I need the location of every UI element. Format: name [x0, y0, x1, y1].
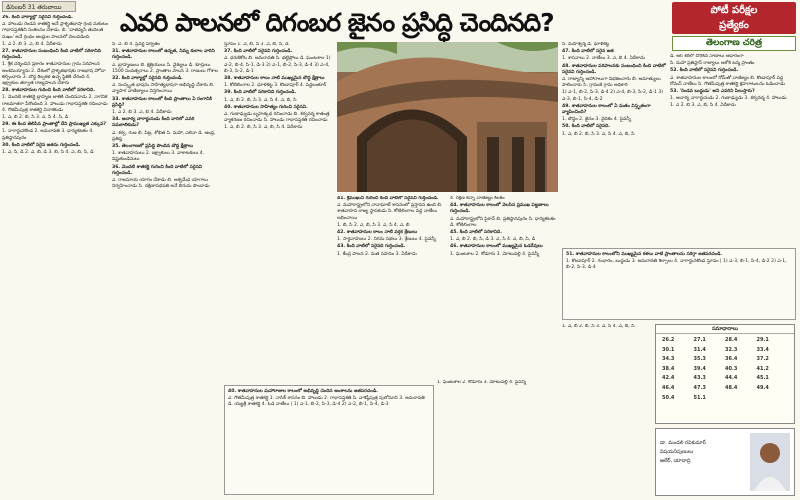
- question-text: 35. తెలంగాణలో ప్రసిద్ధి పొందిన బౌద్ధ క్షేత్రాలు: [112, 144, 194, 150]
- question-options: ఎ. శాతవాహనుల కాలంలో రోమ్‌తో వాణిజ్యం బి. కొండాపూర్ వద్ద రోమన్ నాణేలు సి. గౌతమీపుత్ర శాతకర్ణి క్షహరాటులను ఓడించాడు: [670, 75, 785, 87]
- question-text: 47. కింది వాటిలో సరైన జత: [562, 49, 614, 55]
- answer-cell: 36.4: [725, 356, 738, 363]
- answer-cell: 40.3: [725, 365, 738, 372]
- question-51-box: [562, 248, 796, 320]
- badge-line1: పోటీ పరీక్షల: [710, 5, 758, 16]
- answer-cell: 37.2: [756, 356, 769, 363]
- question-options: 1. శాతవాహనులు 2. ఇక్ష్వాకులు 3. వాకాటకులు 4. విష్ణుకుండినులు: [112, 151, 205, 163]
- question-text: 27. శాతవాహనుల సంబంధించి కింది వాటిలో సరికానిది గుర్తించండి.: [2, 49, 101, 61]
- answer-key-title: సమాధానాలు: [656, 325, 794, 334]
- answer-cell: 45.1: [756, 375, 769, 382]
- author-box: [655, 428, 795, 496]
- question-text: 53. 'రెండవ బుద్ధుడు' అని ఎవరిని పిలుస్తారు?: [670, 89, 755, 95]
- question-options: స్తూపం 1. ఎ, బి, సి 3. ఎ, బి, సి, డి: [224, 42, 289, 47]
- column-7: [670, 54, 796, 246]
- answer-cell: 51.1: [693, 394, 706, 401]
- column-2: [112, 42, 220, 497]
- answer-cell: 47.3: [693, 384, 706, 391]
- question-options: 1. ఎ, సి, డి 2. ఎ, బి, డి 3. బి, సి 4. ఎ, బి, సి, డి: [2, 150, 94, 156]
- answer-cell: 31.4: [693, 346, 706, 353]
- box-question: 51. శాతవాహనుల కాలంలోని ముఖ్యమైన కళలు వాటి ప్రాంతాలను సరిగ్గా జతపరచండి.: [566, 252, 723, 257]
- answer-cell: 30.1: [662, 346, 675, 353]
- question-options: 1. ఎ, బి 2. బి, సి 3. ఎ, సి 4. ఎ, బి, సి: [224, 97, 297, 103]
- question-text: 42. శాతవాహనుల కాలం నాటి వర్తక శ్రేణులు: [337, 230, 418, 236]
- column-4: [337, 196, 447, 376]
- question-text: 49. శాతవాహనుల కాలంలో ఏ మతం విస్తృతంగా వ్యాపించింది?: [562, 103, 651, 116]
- question-options: 1. ఎ 2. బి 3. ఎ, బి, సి 4. ఏదీకాదు: [670, 103, 736, 109]
- badge-line2: ప్రత్యేకం: [719, 20, 749, 31]
- question-text: 39. కింది వాటిలో సరికానిది గుర్తించండి.: [224, 90, 297, 96]
- answer-cell: 49.4: [756, 384, 769, 391]
- question-options: ఎ. బ్రాహ్మణులు బి. క్షత్రియులు సి. వైశ్యులు డి. శూద్రులు 1500 సంవత్సరాలు 2. ప్రాంతాల పాలన 3. రాణులు గోశాల: [112, 62, 219, 74]
- question-text: 36. మొదటి శాతకర్ణి గురించి కింది వాటిలో సరైనవి గుర్తించండి.: [112, 164, 203, 176]
- answer-cell: 35.3: [693, 356, 706, 363]
- question-options: 1. బౌద్ధం 2. జైనం 3. వైదికం 4. పైవన్నీ: [562, 117, 632, 123]
- answer-cell: 39.4: [693, 365, 706, 372]
- question-options: 1. ఎ 2. బి 3. ఎ, బి 4. ఏదీకాదు: [112, 110, 172, 116]
- author-photo: [750, 433, 790, 491]
- question-options: ఎ. హాలుడు రెండవ శాతకర్ణి అనే ప్రాకృతభాషా గ్రంథ మకుటం గాథాసప్తశతిని సంకలనం చేశాడు. బి. 'దాతవ్యసి తుదిలత సుఖం' అనే గ్రంథం ఆంధ్రుల పాలనలో వెలువడింది.: [2, 22, 108, 40]
- question-options: 1. ఎ, బి 2. బి, సి 3. ఎ, సి 4. ఎ, బి, సి: [562, 131, 635, 137]
- section-badge: [672, 2, 796, 34]
- question-text: 38. శాతవాహనుల కాలం నాటి ముఖ్యమైన బౌద్ధ క్షేత్రాలు: [224, 76, 325, 82]
- question-text: 29. ఈ కింద తెలిపిన ప్రాంతాల్లో దేని ప్రాముఖ్యత ఎక్కువ?: [2, 122, 107, 128]
- question-options: 1. ఎ, బి 2. బి, సి 3. ఎ, బి, సి 4. ఏదీకాదు: [224, 125, 303, 131]
- column-6: [562, 42, 666, 246]
- question-options: 1. మొదటి శాతకర్ణి బ్రాహ్మణ జాతికి చెందినవాడు 2. నాగనిక రాజమాతగా పేరొందింది 3. హాలుడు గాథాసప్తశతి రచించాడు 4. గౌతమీపుత్ర శాతకర్ణి వినాశకుడు: [2, 95, 108, 113]
- question-options: 1. ఘంటశాల 2. కోడూరు 3. మోటుపల్లి 4. పైవన్నీ: [450, 251, 540, 257]
- answer-cell: 46.4: [662, 384, 675, 391]
- question-options: ఎ. గుణాఢ్యుడు బృహత్కథ రచించాడు బి. శర్వవర్మ కాతంత్ర వ్యాకరణం రచించాడు సి. హాలుడు గాథాసప్తశతి రచించాడు: [224, 112, 330, 124]
- author-name: డా. మండలి రవికుమార్: [660, 440, 706, 446]
- question-text: 37. కింది వాటిలో సరైనవి గుర్తించండి.: [224, 49, 293, 55]
- question-options: ఎ. శర్వ, గుణ బి. పిట్ర, శోభిత సి. మహా, ఎలినా డి. ఆంధ్ర, ప్రతిష్ఠ: [112, 130, 216, 142]
- question-options: 4. రక్షణ కన్నా వాణిజ్యం కీలకం: [450, 196, 505, 201]
- question-options: సి. ఎ. బి 4. ప్రవర్ణ పర్వతం: [112, 42, 160, 47]
- question-options: డి. ఆర్ శేరీలో దొరికిన నాణాలు ఆధారంగా: [670, 54, 744, 59]
- question-options: ఎ. మహారాష్ట్రలోని పైఠాన్ బి. ప్రతిష్ఠానపురం సి. ధాన్యకటకం డి. కోటిలింగాల: [450, 216, 556, 228]
- lower-mid-text: 1. ఘంటశాల 2. కోడూరు 3. మోటుపల్లి 4. పైవన్నీ: [437, 380, 527, 385]
- question-text: 41. శ్రీముఖుని గురించి కింది వాటిలో సరైనవి గుర్తించండి.: [337, 196, 439, 201]
- author-place: ఆలేర్, యాదాద్రి: [660, 458, 691, 464]
- question-text: 50. కింది వాటిలో సరైనది.: [562, 124, 611, 130]
- question-text: 46. శాతవాహనుల కాలంలో ముఖ్యమైన ఓడరేవులు: [450, 244, 543, 250]
- answer-cell: 27.1: [693, 337, 706, 343]
- author-role: విషయనిపుణులు: [660, 449, 694, 455]
- question-options: 1) ఎ-1, బి-2, సి-3, డి-4 2) ఎ-4, బి-3, సి-2, డి-1 3) ఎ-3, బి-1, సి-4, డి-2: [562, 90, 664, 102]
- answer-cell: 29.1: [756, 337, 769, 343]
- question-options: 1. ఆచార్య నాగార్జునుడు 2. గుణాఢ్యుడు 3. శర్వవర్మ 4. హాలుడు: [670, 96, 787, 102]
- question-options: ఎ. సంస్కృత భాషను సాహిత్యభాషగా అభివృద్ధి చేశారు బి. వ్యాపార వాణిజ్యాలు విస్తరించాయి: [112, 83, 215, 95]
- answer-cell: 34.3: [662, 356, 675, 363]
- lower-right-text: 1. ఎ, బి 2. బి, సి 3. ఎ, సి 4. ఎ, బి, సి: [562, 324, 635, 329]
- answer-cell: 42.4: [662, 375, 675, 382]
- question-options: ఎ. ధరణికోట బి. అమరావతి సి. భట్టిప్రోలు డి. ఘంటశాల 1) ఎ-2, బి-4, సి-1, డి-3 2) ఎ-1, బి-2, సి-3, డి-4 3) ఎ-4, బి-3, సి-2, డి-1: [224, 56, 331, 74]
- question-text: 48. శాతవాహనుల పరిపాలనకు సంబంధించి కింది వాటిలో సరైనవి గుర్తించండి.: [562, 63, 666, 75]
- question-text: 32. కింది వాక్యాల్లో సరైనది గుర్తించండి.: [112, 76, 183, 82]
- question-options: సి. మహా ప్రతిష్ఠాన్ రాజ్యాలు ఆశోక జన్మ ప్రాంతం: [670, 61, 755, 67]
- question-options: 1. శాసనాలు 2. నాణేలు 3. ఎ, బి 4. ఏదీకాదు: [562, 56, 645, 62]
- question-options: 1. కోటిలింగాల 2. ధూళికట్ట 3. కొండాపూర్ 4. పెద్దబంకూర్: [224, 83, 327, 89]
- column-lower-right: [562, 324, 652, 497]
- question-options: 1. ఎ 2. బి 3. ఎ, బి 4. ఏదీకాదు: [2, 41, 62, 47]
- answer-cell: 48.4: [725, 384, 738, 391]
- question-text: 40. శాతవాహనుల సాహిత్యం గురించి సరైనవి.: [224, 104, 308, 110]
- continuation-tag: డిసెంబర్ 31 తరువాయి: [2, 1, 76, 12]
- question-text: 31. శాతవాహనుల కాలంలో ఉన్నత, నిమ్న కులాల వారిని గుర్తించండి.: [112, 49, 215, 61]
- question-text: 30. కింది వాటిలో సరైన జతను గుర్తించండి.: [2, 142, 81, 148]
- question-options: 1. ఎ, బి 2. బి, సి 3. ఎ, సి 4. సి, డి: [2, 115, 69, 121]
- question-text: 43. కింది వాటిలో సరైనది గుర్తించండి.: [337, 244, 406, 250]
- question-options: ఎ. రాజ్యాన్ని ఆహారాలుగా విభజించారు బి. అమాత్యులు పాలించారు సి. గ్రామణి గ్రామ అధికారి: [562, 77, 661, 89]
- column-5: [450, 196, 560, 376]
- question-options: 1. శ్రీక దర్శించిన ప్రకారం శాతవాహనుల గ్రామ పరిపాలన అంశమయ్యాను 2. దేశంలో ప్రాకృతభాషకు రాజభాష హోదా కల్పించారు 3. బౌద్ధ శిల్పకళ ఉచ్ఛ స్థితికి చేరింది 4. ఇక్ష్వాకుల తర్వాత రాజ్యపాలన చేశారు: [2, 62, 106, 87]
- subject-label: తెలంగాణ చరిత్ర: [672, 36, 796, 51]
- page-title: ఎవరి పాలనలో దిగంబర జైనం ప్రసిద్ధి చెందినది?: [120, 8, 554, 37]
- question-40-box: [224, 385, 434, 495]
- author-text: [660, 439, 746, 466]
- question-text: 44. శాతవాహనుల కాలంలో వెలసిన ప్రముఖ పట్టణాలు గుర్తించండి.: [450, 203, 549, 215]
- box-options: ఎ. గౌతమీపుత్ర శాతకర్ణి 1. నాసిక్ శాసనం బి. హాలుడు 2. గాథాసప్తశతి సి. వాశిష్ఠీపుత్ర పులోమావి 3. అమరావతి డి. యజ్ఞశ్రీ శాతకర్ణి 4. ఓడ నాణేలు | 1) ఎ-1, బి-2, సి-3, డి-4 2) ఎ-2, బి-1, సి-4, డి-3: [228, 396, 425, 408]
- column-3: [224, 42, 334, 382]
- question-text: 33. శాతవాహనుల కాలంలో కింది ప్రాంతాలు ఏ రంగానికి ప్రసిద్ధి?: [112, 96, 212, 108]
- question-text: 45. కింది వాటిలో సరికానిది.: [450, 230, 502, 236]
- question-text: 34. ఆచార్య నాగార్జునుడు కింది వారిలో ఎవరి సమకాలికుడు?: [112, 117, 195, 129]
- cave-temple-illustration: [337, 42, 558, 192]
- question-text: 52. కింది వాటిలో సరైనవి గుర్తించండి.: [670, 68, 739, 74]
- box-options: 1. కొండాపూర్ 2. గంధారం, బుద్ధుడు 3. అమరావతి శిల్పాలు 4. నాగార్జునకొండ స్తూపం | 1) ఎ-3, బి-1, సి-4, డి-2 2) ఎ-1, బి-2, సి-3, డి-4: [566, 259, 787, 271]
- answer-key: [655, 324, 795, 424]
- question-options: 1. ఎ, బి 2. బి, సి, డి 3. ఎ, సి 4. ఎ, బి, సి, డి: [450, 237, 536, 243]
- box-question: 40. శాతవాహనుల మహారాజుల కాలంలో అభివృద్ధి చెందిన అంశాలను జతపరచండి.: [228, 389, 378, 394]
- question-options: 1. నాగార్జునకొండ 2. అమరావతి 3. ధాన్యకటకం 4. ప్రతిష్ఠానపురం: [2, 129, 94, 141]
- question-options: 1. సార్థవాహులు 2. నిగమ సభలు 3. శ్రేణులు 4. పైవన్నీ: [337, 237, 437, 243]
- question-text: 26. కింది వాక్యాల్లో సరైనవి గుర్తించండి.: [2, 15, 73, 20]
- answer-grid: [656, 334, 794, 405]
- answer-cell: 50.4: [662, 394, 675, 401]
- question-options: ఎ. మహారాష్ట్రలోని నానాఘాట్ శాసనంలో ప్రస్తావన ఉంది బి. శాతవాహన రాజ్య స్థాపకుడు సి. కోటిలింగాల వద్ద నాణేలు లభించాయి: [337, 203, 443, 221]
- answer-cell: 43.3: [693, 375, 706, 382]
- column-lower-mid: [437, 380, 560, 497]
- answer-cell: 41.2: [756, 365, 769, 372]
- answer-cell: 44.4: [725, 375, 738, 382]
- answer-cell: 33.4: [756, 346, 769, 353]
- answer-cell: 38.4: [662, 365, 675, 372]
- question-options: సి. మహేశ్వర్మ డి. ధూళికట్ట: [562, 42, 610, 47]
- question-text: 28. శాతవాహనుల గురించి కింది వాటిలో సరికానిది.: [2, 88, 96, 94]
- answer-cell: 26.2: [662, 337, 675, 343]
- column-1: [2, 15, 108, 497]
- answer-cell: 28.4: [725, 337, 738, 343]
- question-options: 1. కేంద్ర పాలన 2. మత సహనం 3. ఏదీకాదు: [337, 251, 417, 257]
- cave-temple-photo: [337, 42, 558, 192]
- answer-cell: 32.3: [725, 346, 738, 353]
- question-options: 1. బి, సి 2. ఎ, బి, సి 3. ఎ, సి 4. ఎ, బి: [337, 222, 410, 228]
- question-options: ఎ. రాజసూయ యాగం చేశాడు బి. అశ్వమేధ యాగాలు నిర్వహించాడు సి. దక్షిణాపథపతి అనే బిరుదు పొందాడు: [112, 178, 210, 190]
